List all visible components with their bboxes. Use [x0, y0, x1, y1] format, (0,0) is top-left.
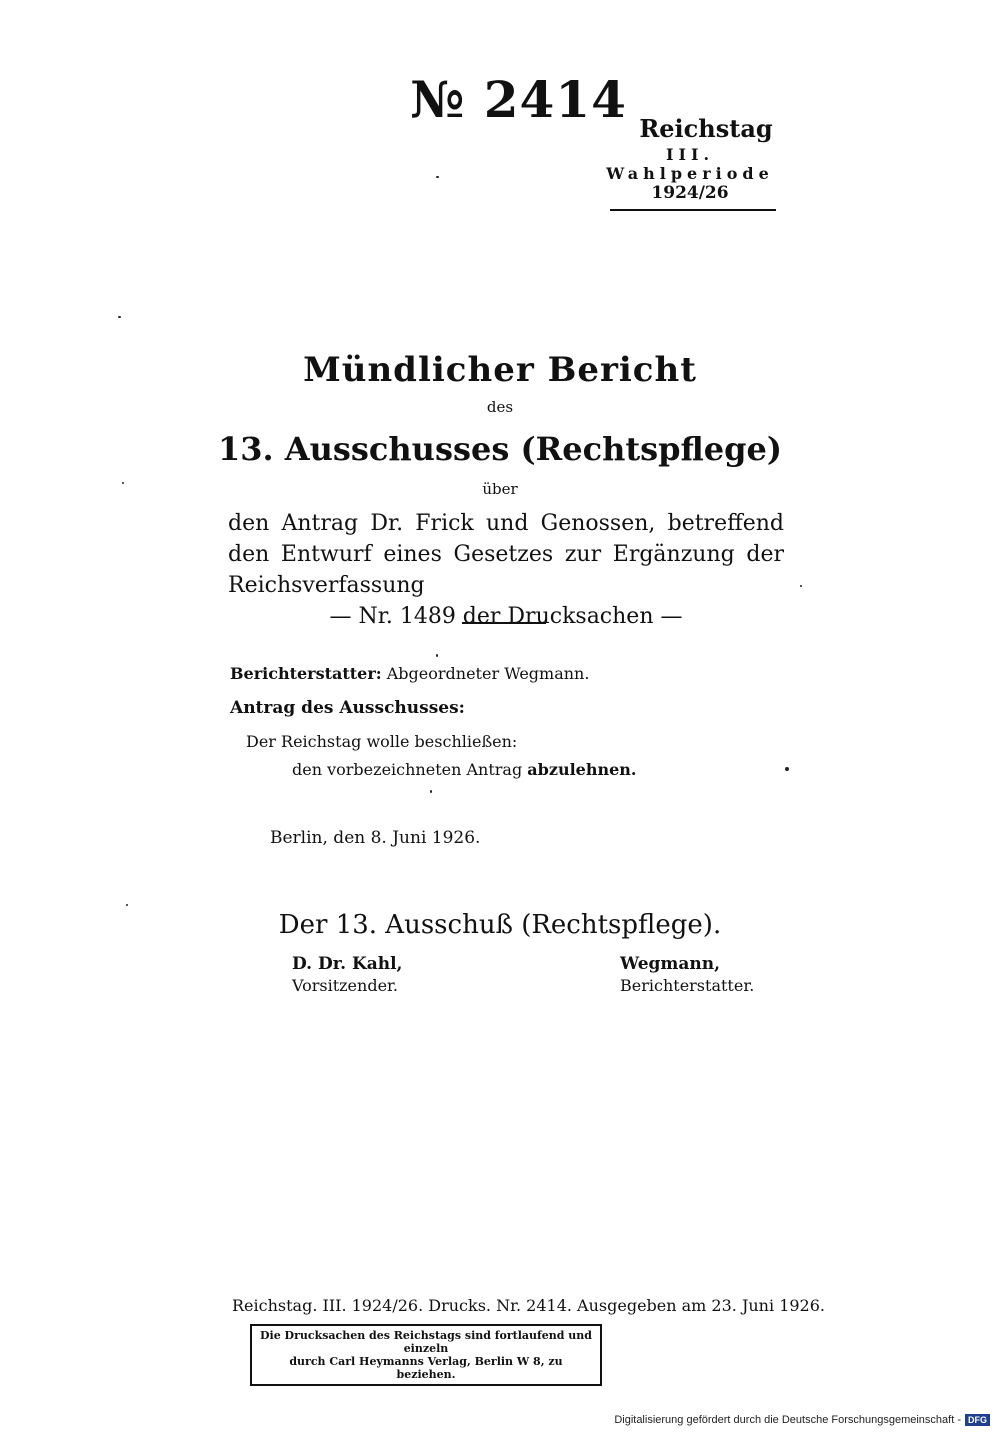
chair-name: D. Dr. Kahl, [292, 954, 403, 974]
report-title: Mündlicher Bericht [303, 350, 697, 390]
scan-speck [785, 767, 789, 771]
decision-line [292, 760, 636, 779]
committee-signature: Der 13. Ausschuß (Rechtspflege). [278, 910, 722, 940]
session-years: 1924/26 [651, 183, 729, 203]
scan-speck [800, 585, 802, 587]
rapporteur-signature [620, 954, 754, 995]
digitization-credit [614, 1414, 990, 1426]
imprint-line: Reichstag. III. 1924/26. Drucks. Nr. 2414. Ausgegeben am 23. Juni 1926. [232, 1296, 825, 1315]
session-underline [610, 209, 776, 211]
committee-title: 13. Ausschusses (Rechtspflege) [217, 430, 782, 468]
subject-reference: — Nr. 1489 der Drucksachen — [329, 604, 683, 629]
rapporteur-role: Berichterstatter. [620, 976, 755, 995]
resolve-text: Der Reichstag wolle beschließen: [246, 732, 518, 751]
session-house: Reichstag [639, 114, 773, 143]
title-divider [462, 622, 546, 624]
document-number: № 2414 [410, 70, 627, 129]
scan-speck [118, 316, 121, 318]
digitization-text: Digitalisierung gefördert durch die Deutsche Forschungsgemeinschaft - [614, 1414, 961, 1426]
scan-speck [436, 654, 438, 657]
session-box [604, 114, 776, 211]
rapporteur-label: Berichterstatter: [230, 664, 382, 683]
scan-speck [436, 176, 439, 178]
rapporteur-line [230, 664, 589, 683]
subject-text: den Antrag Dr. Frick und Genossen, betreffend den Entwurf eines Gesetzes zur Ergänzung der Reichsverfassung [228, 511, 784, 598]
scan-speck [430, 790, 432, 793]
distribution-notice [250, 1324, 602, 1386]
rapporteur-name: Wegmann, [620, 954, 721, 974]
notice-line-2: durch Carl Heymanns Verlag, Berlin W 8, zu beziehen. [289, 1355, 563, 1381]
chair-role: Vorsitzender. [292, 976, 399, 995]
place-date: Berlin, den 8. Juni 1926. [270, 828, 481, 848]
decision-verb: abzulehnen. [527, 760, 637, 779]
title-des: des [486, 398, 514, 416]
motion-heading: Antrag des Ausschusses: [230, 698, 465, 718]
decision-prefix: den vorbezeichneten Antrag [292, 760, 523, 779]
rapporteur-value: Abgeordneter Wegmann. [386, 664, 590, 683]
session-period: III. Wahlperiode [606, 145, 774, 183]
chair-signature [292, 954, 402, 995]
dfg-logo-icon: DFG [965, 1414, 990, 1426]
scan-speck [126, 904, 128, 906]
report-subject [228, 508, 784, 632]
title-uber: über [482, 480, 518, 498]
notice-line-1: Die Drucksachen des Reichstags sind fortlaufend und einzeln [260, 1329, 592, 1355]
scan-speck [122, 482, 124, 484]
